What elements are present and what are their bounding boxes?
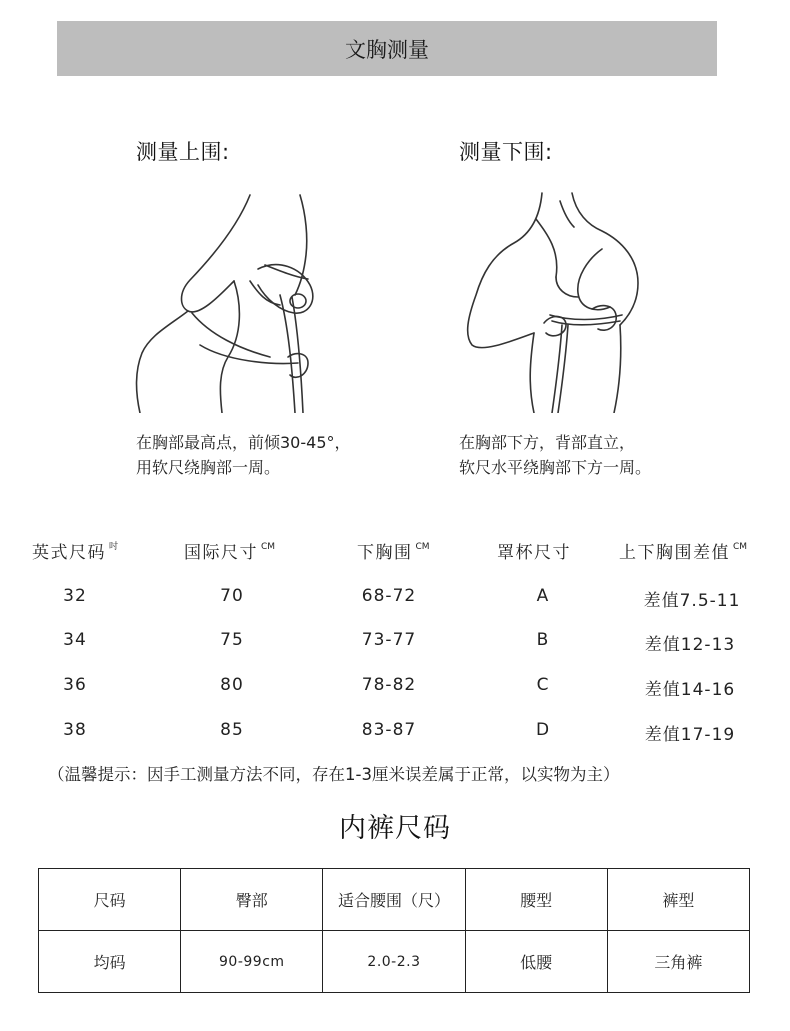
row-4-cup-size: D xyxy=(535,720,551,740)
row-3-bust-difference: 差值14-16 xyxy=(644,680,736,700)
row-2-underbust: 73-77 xyxy=(361,630,417,650)
under-bust-instruction-line-2: 软尺水平绕胸部下方一周。 xyxy=(459,458,652,477)
header-cup-size-label: 罩杯尺寸 xyxy=(497,543,571,563)
header-intl-size xyxy=(184,538,275,563)
upper-bust-instructions xyxy=(136,430,351,480)
panty-waist-type-value: 低腰 xyxy=(465,931,607,993)
row-2-cup-size: B xyxy=(536,630,550,650)
panty-header-style: 裤型 xyxy=(607,869,749,931)
under-bust-instructions xyxy=(459,430,651,480)
row-4-uk-size: 38 xyxy=(63,720,87,740)
panty-header-row xyxy=(39,869,750,931)
panty-data-row xyxy=(39,931,750,993)
upper-bust-instruction-line-2: 用软尺绕胸部一周。 xyxy=(136,458,281,477)
row-2-uk-size: 34 xyxy=(63,630,87,650)
row-3-underbust: 78-82 xyxy=(361,675,417,695)
header-underbust-label: 下胸围 xyxy=(357,543,413,563)
header-underbust-unit: CM xyxy=(415,542,430,552)
bra-measurement-banner xyxy=(57,21,717,76)
row-3-intl-size: 80 xyxy=(220,675,244,695)
under-bust-heading: 测量下围: xyxy=(459,140,553,164)
panty-size-title: 内裤尺码 xyxy=(339,813,451,844)
row-2-bust-difference: 差值12-13 xyxy=(644,635,736,655)
upper-bust-illustration xyxy=(130,185,330,413)
row-3-cup-size: C xyxy=(536,675,550,695)
row-1-uk-size: 32 xyxy=(63,586,87,606)
under-bust-instruction-line-1: 在胸部下方，背部直立， xyxy=(459,433,636,452)
row-2-intl-size: 75 xyxy=(220,630,244,650)
upper-bust-heading: 测量上围: xyxy=(136,140,230,164)
panty-size-value: 均码 xyxy=(39,931,181,993)
header-cup-size xyxy=(497,538,574,563)
row-1-underbust: 68-72 xyxy=(361,586,417,606)
row-3-uk-size: 36 xyxy=(63,675,87,695)
under-bust-illustration xyxy=(452,185,652,413)
panty-waist-value: 2.0-2.3 xyxy=(323,931,465,993)
header-uk-size xyxy=(32,538,118,563)
row-4-bust-difference: 差值17-19 xyxy=(644,725,736,745)
header-bust-difference-unit: CM xyxy=(733,542,748,552)
panty-header-size: 尺码 xyxy=(39,869,181,931)
row-1-cup-size: A xyxy=(536,586,550,606)
header-bust-difference xyxy=(619,538,747,563)
row-1-bust-difference: 差值7.5-11 xyxy=(643,591,741,611)
panty-style-value: 三角裤 xyxy=(607,931,749,993)
header-intl-size-label: 国际尺寸 xyxy=(184,543,258,563)
header-uk-size-label: 英式尺码 xyxy=(32,543,106,563)
row-1-intl-size: 70 xyxy=(220,586,244,606)
header-uk-size-unit: 吋 xyxy=(109,542,119,552)
header-underbust xyxy=(357,538,430,563)
header-intl-size-unit: CM xyxy=(261,542,276,552)
upper-bust-instruction-line-1: 在胸部最高点，前倾30-45°， xyxy=(136,433,351,452)
panty-header-waist: 适合腰围（尺） xyxy=(323,869,465,931)
panty-header-hip: 臀部 xyxy=(181,869,323,931)
row-4-intl-size: 85 xyxy=(220,720,244,740)
banner-title: 文胸测量 xyxy=(345,37,429,62)
row-4-underbust: 83-87 xyxy=(361,720,417,740)
header-bust-difference-label: 上下胸围差值 xyxy=(619,543,730,563)
panty-size-table xyxy=(38,868,750,993)
panty-hip-value: 90-99cm xyxy=(181,931,323,993)
measurement-tip: （温馨提示：因手工测量方法不同，存在1-3厘米误差属于正常，以实物为主） xyxy=(48,765,620,784)
panty-header-waist-type: 腰型 xyxy=(465,869,607,931)
